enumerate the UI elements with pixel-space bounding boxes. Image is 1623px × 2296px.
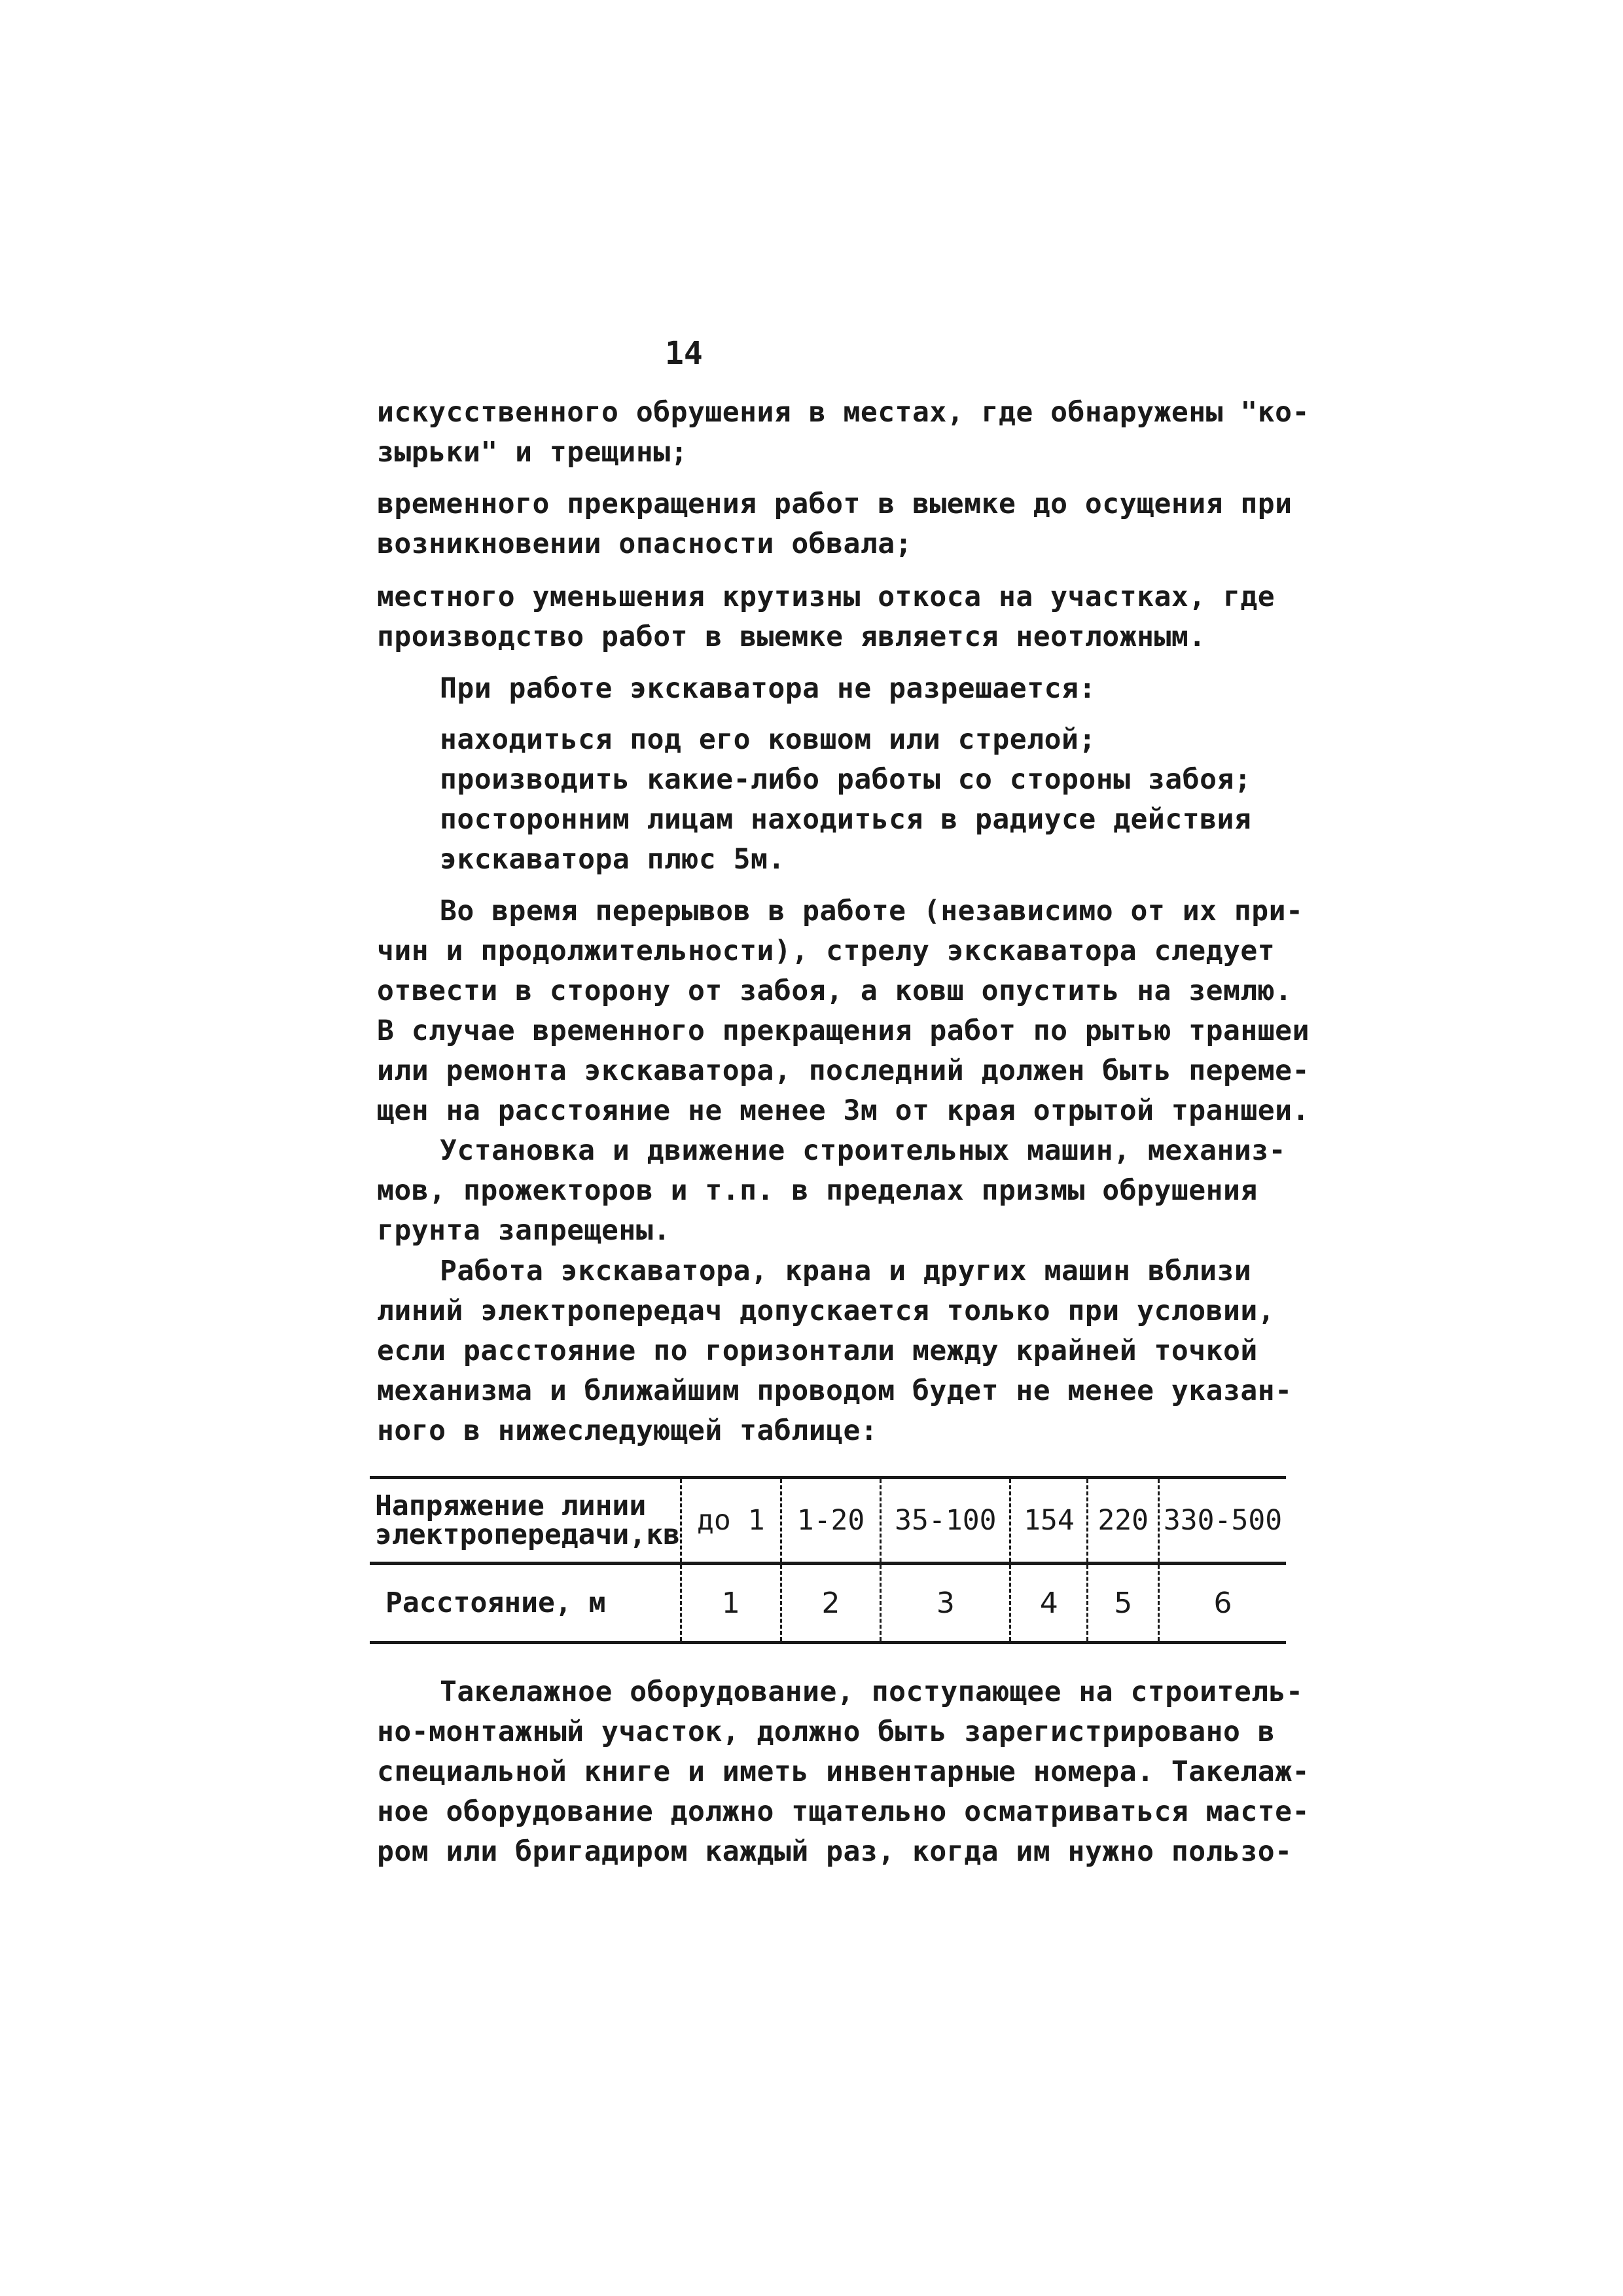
text-line: При работе экскаватора не разрешается: [440,672,1096,705]
voltage-cell: 154 [1010,1478,1088,1564]
voltage-cell: 35-100 [881,1478,1010,1564]
paragraph-machine-placement [377,1131,1286,1251]
text-line: производство работ в выемке является неотложным. [377,620,1206,653]
paragraph-slope-measure [377,577,1275,657]
voltage-cell: 220 [1088,1478,1159,1564]
text-line: Установка и движение строительных машин, механиз- [440,1134,1287,1167]
table-row-distance [370,1564,1286,1643]
text-line: экскаватора плюс 5м. [440,843,785,876]
text-line: механизма и ближайшим проводом будет не менее указан- [377,1374,1293,1407]
voltage-cell: 1-20 [781,1478,881,1564]
text-line: или ремонта экскаватора, последний должен быть переме- [377,1054,1310,1087]
voltage-label-line: Напряжение линии [375,1490,647,1522]
text-line: но-монтажный участок, должно быть зарегистрировано в [377,1715,1275,1748]
distance-table [370,1476,1286,1644]
text-line: отвести в сторону от забоя, а ковш опустить на землю. [377,975,1293,1007]
text-line: линий электропередач допускается только при условии, [377,1295,1275,1327]
text-line: Во время перерывов в работе (независимо от их при- [440,895,1304,927]
text-line: грунта запрещены. [377,1214,671,1247]
text-line: специальной книге и иметь инвентарные номера. Такелаж- [377,1755,1310,1788]
text-line: ного в нижеследующей таблице: [377,1414,878,1447]
paragraph-rigging-equipment [377,1672,1310,1872]
text-line: искусственного обрушения в местах, где обнаружены "ко- [377,396,1310,429]
paragraph-power-lines [377,1251,1293,1451]
page-number: 14 [665,335,703,372]
distance-cell: 2 [781,1564,881,1643]
distance-cell: 1 [681,1564,781,1643]
text-line: временного прекращения работ в выемке до осущения при [377,488,1293,520]
text-line: местного уменьшения крутизны откоса на участках, где [377,581,1275,613]
text-line: щен на расстояние не менее 3м от края отрытой траншеи. [377,1094,1310,1127]
text-line: мов, прожекторов и т.п. в пределах призмы обрушения [377,1174,1258,1207]
paragraph-work-breaks [377,891,1310,1131]
paragraph-excavator-prohibitions-list [440,720,1251,880]
voltage-cell: 330-500 [1159,1478,1286,1564]
distance-cell: 3 [881,1564,1010,1643]
text-line: ное оборудование должно тщательно осматриваться масте- [377,1795,1310,1828]
text-line: посторонним лицам находиться в радиусе действия [440,803,1252,836]
voltage-label-line: электропередачи,кв [375,1518,680,1551]
text-line: В случае временного прекращения работ по рытью траншеи [377,1014,1310,1047]
text-line: находиться под его ковшом или стрелой; [440,723,1096,756]
paragraph-stop-work-measure [377,484,1293,564]
text-line: Такелажное оборудование, поступающее на строитель- [440,1676,1304,1708]
paragraph-collapse-measure [377,393,1310,473]
distance-cell: 5 [1088,1564,1159,1643]
distance-cell: 4 [1010,1564,1088,1643]
text-line: производить какие-либо работы со стороны забоя; [440,763,1252,796]
text-line: если расстояние по горизонтали между крайней точкой [377,1335,1258,1367]
text-line: чин и продолжительности), стрелу экскаватора следует [377,935,1275,967]
table-row-voltage [370,1478,1286,1564]
text-line: возникновении опасности обвала; [377,528,913,560]
text-line: Работа экскаватора, крана и других машин вблизи [440,1255,1252,1287]
text-line: зырьки" и трещины; [377,436,688,469]
paragraph-excavator-prohibitions-heading [440,669,1096,709]
distance-cell: 6 [1159,1564,1286,1643]
voltage-label-cell [370,1478,681,1564]
distance-label-cell: Расстояние, м [385,1587,606,1619]
text-line: ром или бригадиром каждый раз, когда им нужно пользо- [377,1835,1293,1868]
voltage-cell: до 1 [681,1478,781,1564]
